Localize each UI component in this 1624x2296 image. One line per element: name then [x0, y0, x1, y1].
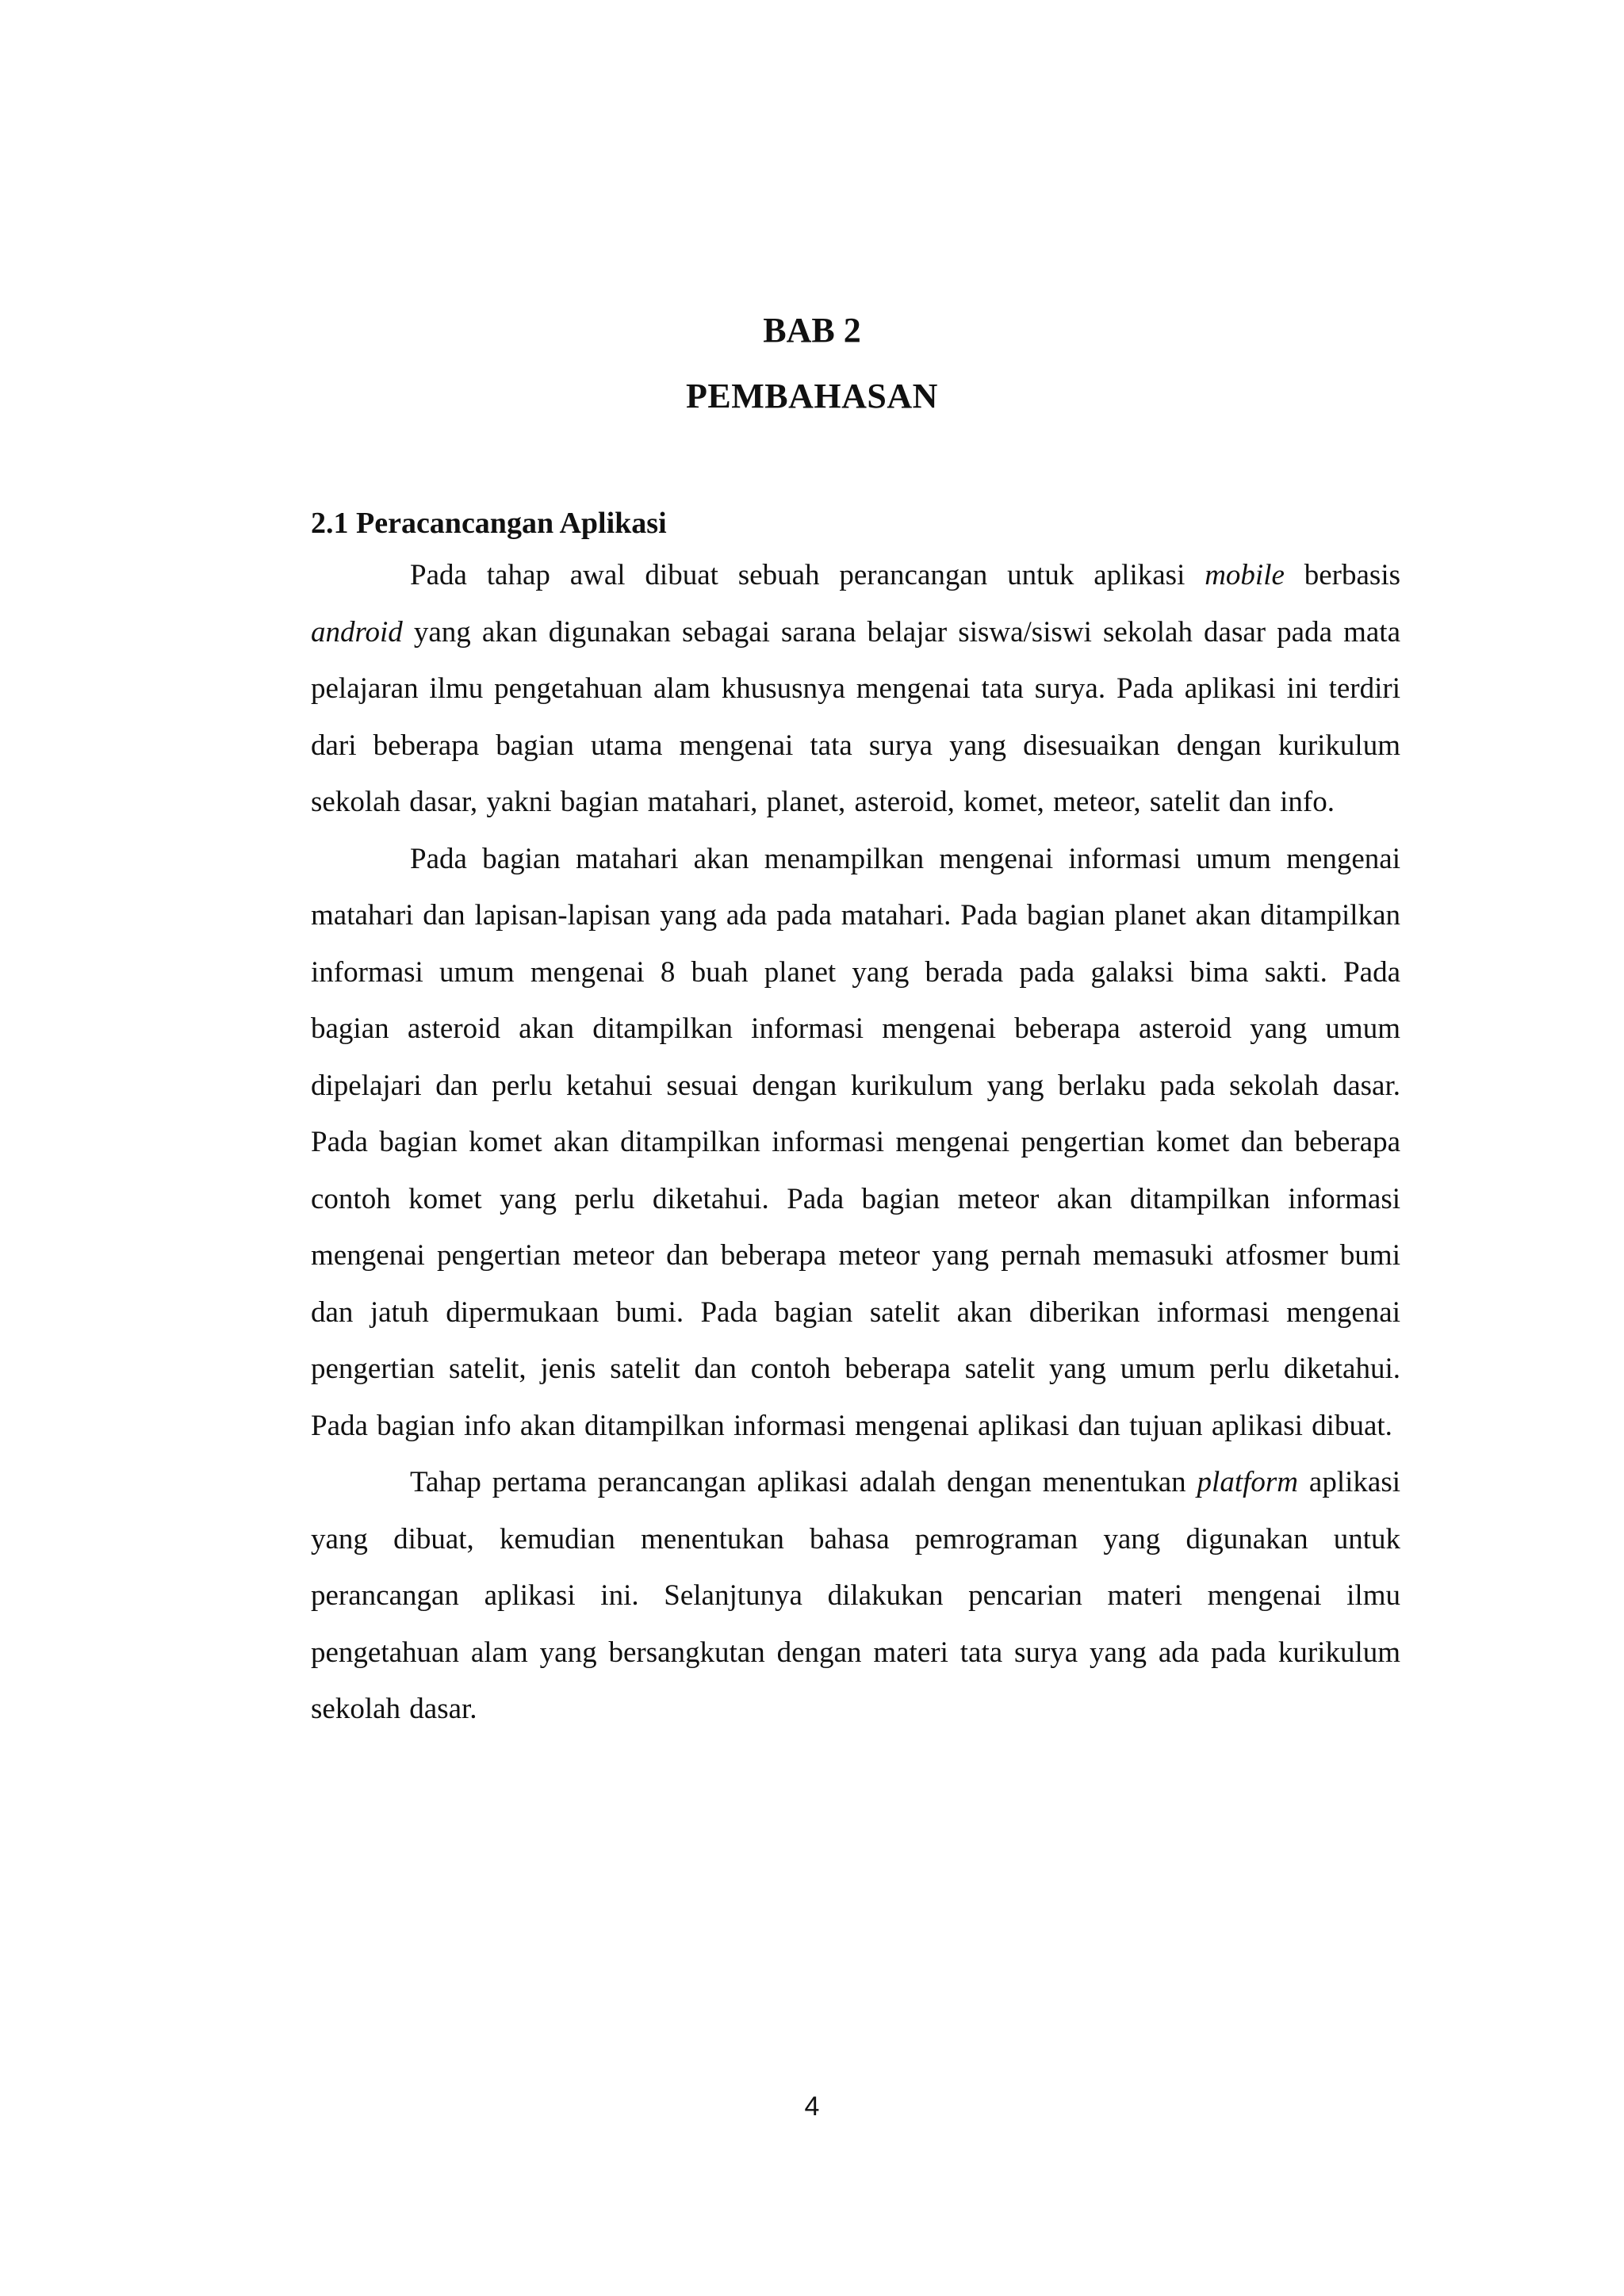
page-number: 4	[804, 2091, 820, 2122]
document-body	[311, 507, 1400, 1738]
paragraph-2	[311, 831, 1400, 1455]
paragraph-1-text: Pada tahap awal dibuat sebuah perancangan untuk aplikasi	[410, 559, 1205, 591]
paragraph-1-text: berbasis	[1284, 559, 1400, 591]
paragraph-3	[311, 1454, 1400, 1738]
paragraph-1	[311, 547, 1400, 831]
chapter-title: PEMBAHASAN	[686, 377, 938, 415]
chapter-number: BAB 2	[763, 311, 861, 350]
paragraph-1-text: yang akan digunakan sebagai sarana belajar siswa/siswi sekolah dasar pada mata pelajaran ilmu pengetahuan alam khususnya mengenai tata surya. Pada aplikasi ini terdiri dari beberapa bagian utama mengenai tata surya yang disesuaikan dengan kurikulum sekolah dasar, yakni bagian matahari, planet, asteroid, komet, meteor, satelit dan info.	[311, 615, 1400, 818]
paragraph-1-italic-mobile: mobile	[1205, 559, 1285, 591]
paragraph-3-text: Tahap pertama perancangan aplikasi adalah dengan menentukan	[410, 1466, 1197, 1498]
section-heading: 2.1 Peracancangan Aplikasi	[311, 507, 667, 540]
paragraph-1-italic-android: android	[311, 615, 403, 649]
paragraph-3-italic-platform: platform	[1197, 1466, 1299, 1498]
paragraph-3-text: aplikasi yang dibuat, kemudian menentukan bahasa pemrograman yang digunakan untuk perancangan aplikasi ini. Selanjtunya dilakukan pencarian materi mengenai ilmu pengetahuan alam yang bersangkutan dengan materi tata surya yang ada pada kurikulum sekolah dasar.	[311, 1466, 1400, 1725]
paragraph-2-text: Pada bagian matahari akan menampilkan mengenai informasi umum mengenai matahari dan lapisan-lapisan yang ada pada matahari. Pada bagian planet akan ditampilkan informasi umum mengenai 8 buah planet yang berada pada galaksi bima sakti. Pada bagian asteroid akan ditampilkan informasi mengenai beberapa asteroid yang umum dipelajari dan perlu ketahui sesuai dengan kurikulum yang berlaku pada sekolah dasar. Pada bagian komet akan ditampilkan informasi mengenai pengertian komet dan beberapa contoh komet yang perlu diketahui. Pada bagian meteor akan ditampilkan informasi mengenai pengertian meteor dan beberapa meteor yang pernah memasuki atfosmer bumi dan jatuh dipermukaan bumi. Pada bagian satelit akan diberikan informasi mengenai pengertian satelit, jenis satelit dan contoh beberapa satelit yang umum perlu diketahui. Pada bagian info akan ditampilkan informasi mengenai aplikasi dan tujuan aplikasi dibuat.	[311, 842, 1400, 1442]
